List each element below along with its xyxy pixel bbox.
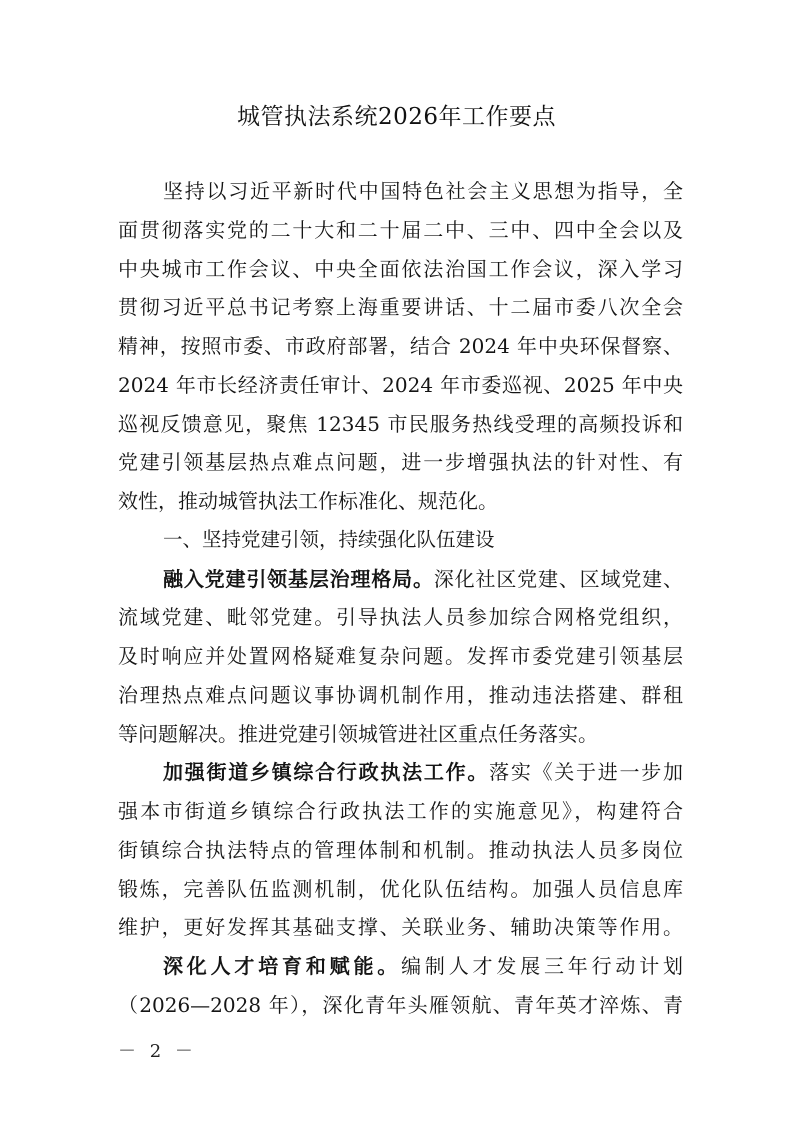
text-line: 锻炼，完善队伍监测机制，优化队伍结构。加强人员信息库 bbox=[118, 876, 683, 901]
text-line: 等问题解决。推进党建引领城管进社区重点任务落实。 bbox=[118, 721, 598, 746]
text-line: 2024 年市长经济责任审计、2024 年市委巡视、2025 年中央 bbox=[118, 372, 683, 397]
paragraph-lead: 加强街道乡镇综合行政执法工作。 bbox=[163, 760, 490, 785]
text-segment: 深化社区党建、区域党建、 bbox=[433, 566, 684, 591]
paragraph-lead: 融入党建引领基层治理格局。 bbox=[163, 566, 434, 591]
text-line: 党建引领基层热点难点问题，进一步增强执法的针对性、有 bbox=[118, 450, 683, 475]
text-line bbox=[118, 560, 683, 599]
text-line: 维护，更好发挥其基础支撑、关联业务、辅助决策等作用。 bbox=[118, 915, 683, 940]
text-line: 精神，按照市委、市政府部署，结合 2024 年中央环保督察、 bbox=[118, 334, 683, 358]
text-line: 流域党建、毗邻党建。引导执法人员参加综合网格党组织， bbox=[118, 605, 683, 630]
text-segment: 落实《关于进一步加 bbox=[489, 760, 684, 785]
page-number: － 2 － bbox=[118, 1041, 197, 1062]
text-line: 面贯彻落实党的二十大和二十届二中、三中、四中全会以及 bbox=[118, 217, 683, 242]
document-body bbox=[118, 172, 683, 1025]
paragraph-talent-development bbox=[118, 947, 683, 1025]
paragraph-lead: 深化人才培育和赋能。 bbox=[163, 954, 402, 978]
paragraph-street-enforcement bbox=[118, 753, 683, 947]
text-line bbox=[118, 947, 683, 986]
text-line: （2026—2028 年），深化青年头雁领航、青年英才淬炼、青 bbox=[118, 992, 683, 1017]
section-heading: 一、坚持党建引领，持续强化队伍建设 bbox=[163, 527, 495, 551]
text-line: 强本市街道乡镇综合行政执法工作的实施意见》，构建符合 bbox=[118, 799, 683, 823]
text-line: 治理热点难点问题议事协调机制作用，推动违法搭建、群租 bbox=[118, 682, 683, 707]
paragraph-party-building bbox=[118, 560, 683, 754]
text-line: 贯彻习近平总书记考察上海重要讲话、十二届市委八次全会 bbox=[118, 295, 683, 320]
document-title: 城管执法系统2026年工作要点 bbox=[236, 104, 557, 130]
text-line: 及时响应并处置网格疑难复杂问题。发挥市委党建引领基层 bbox=[118, 644, 683, 668]
text-segment: 编制人才发展三年行动计划 bbox=[401, 954, 684, 978]
text-line: 街镇综合执法特点的管理体制和机制。推动执法人员多岗位 bbox=[118, 837, 683, 862]
text-line: 效性，推动城管执法工作标准化、规范化。 bbox=[118, 489, 498, 513]
text-line: 坚持以习近平新时代中国特色社会主义思想为指导，全 bbox=[163, 179, 683, 203]
text-line bbox=[118, 753, 683, 792]
text-line: 巡视反馈意见，聚焦 12345 市民服务热线受理的高频投诉和 bbox=[118, 411, 683, 436]
text-line: 中央城市工作会议、中央全面依法治国工作会议，深入学习 bbox=[118, 256, 683, 281]
intro-paragraph bbox=[118, 172, 683, 521]
